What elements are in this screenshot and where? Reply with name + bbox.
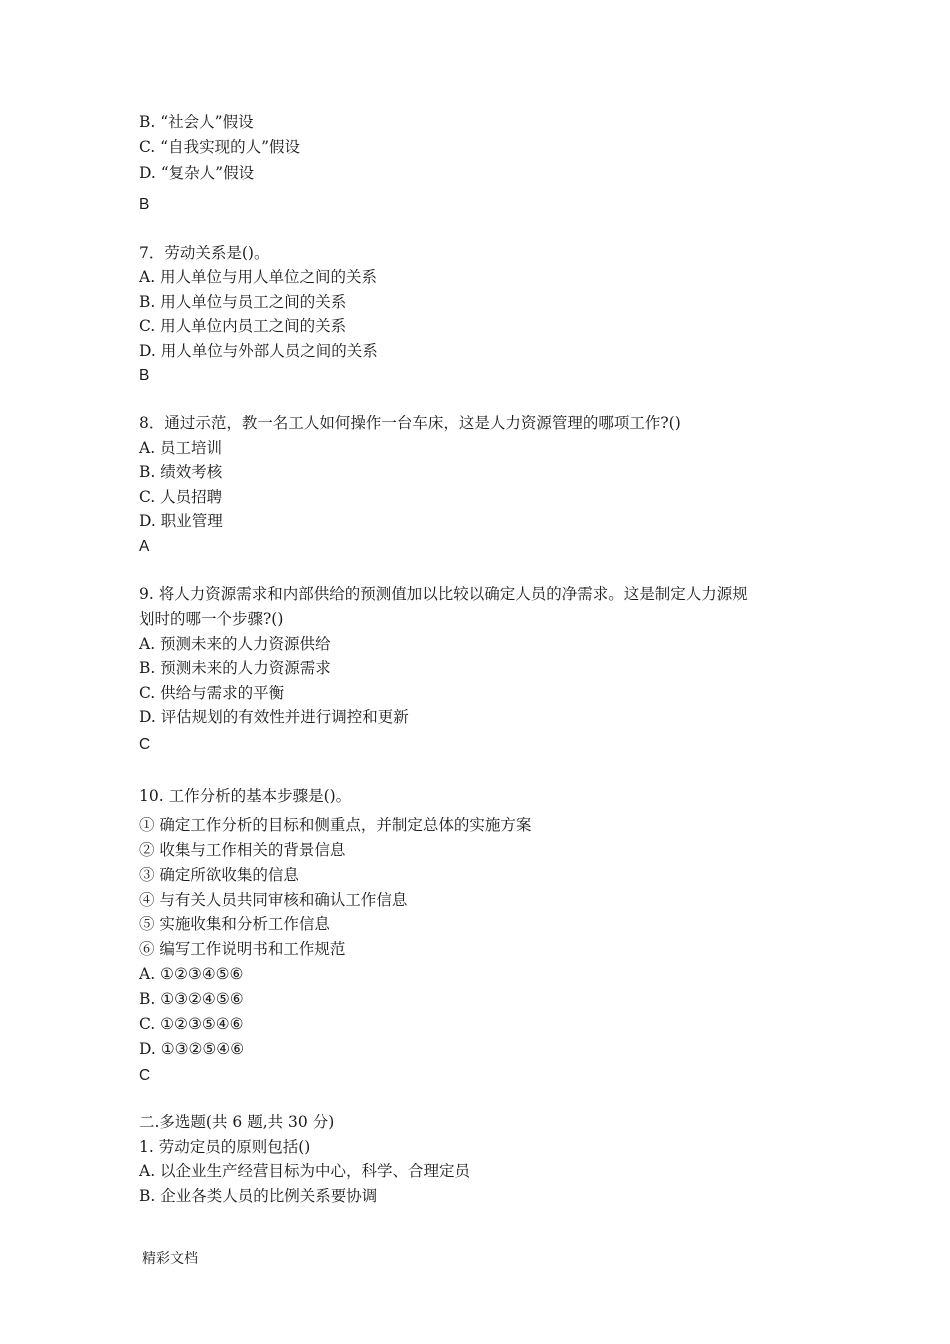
q9-option-c: C. 供给与需求的平衡 xyxy=(139,684,285,702)
q9-option-a: A. 预测未来的人力资源供给 xyxy=(139,635,331,653)
q7-answer: B xyxy=(139,367,150,384)
q10-step-2: ② 收集与工作相关的背景信息 xyxy=(139,841,346,859)
q9-option-b: B. 预测未来的人力资源需求 xyxy=(139,659,331,677)
q7-option-d: D. 用人单位与外部人员之间的关系 xyxy=(139,342,378,360)
q10-step-3: ③ 确定所欲收集的信息 xyxy=(139,866,299,884)
q8-option-b: B. 绩效考核 xyxy=(139,463,223,481)
q10-option-c: C. ①②③⑤④⑥ xyxy=(139,1015,244,1033)
q7-option-c: C. 用人单位内员工之间的关系 xyxy=(139,317,347,335)
q9-stem-line2: 划时的哪一个步骤?() xyxy=(139,610,284,628)
q10-answer: C xyxy=(139,1067,151,1084)
q6-option-d: D. “复杂人”假设 xyxy=(139,164,255,182)
q6-answer: B xyxy=(139,196,150,213)
s2-q1-option-b: B. 企业各类人员的比例关系要协调 xyxy=(139,1187,378,1205)
q10-step-1: ① 确定工作分析的目标和侧重点，并制定总体的实施方案 xyxy=(139,816,532,834)
q9-option-d: D. 评估规划的有效性并进行调控和更新 xyxy=(139,708,409,726)
q10-option-a: A. ①②③④⑤⑥ xyxy=(139,965,244,983)
q10-step-5: ⑤ 实施收集和分析工作信息 xyxy=(139,915,330,933)
q10-option-b: B. ①③②④⑤⑥ xyxy=(139,990,244,1008)
q8-option-a: A. 员工培训 xyxy=(139,439,223,457)
q8-answer: A xyxy=(139,538,150,555)
s2-q1-stem: 1. 劳动定员的原则包括() xyxy=(139,1138,311,1156)
q7-stem: 7．劳动关系是()。 xyxy=(139,244,270,262)
q10-stem: 10. 工作分析的基本步骤是()。 xyxy=(139,787,352,805)
q6-option-c: C. “自我实现的人”假设 xyxy=(139,138,301,156)
q7-option-a: A. 用人单位与用人单位之间的关系 xyxy=(139,268,378,286)
section2-heading: 二.多选题(共 6 题,共 30 分) xyxy=(139,1113,335,1131)
q8-option-c: C. 人员招聘 xyxy=(139,488,223,506)
s2-q1-option-a: A. 以企业生产经营目标为中心，科学、合理定员 xyxy=(139,1162,471,1180)
page-footer: 精彩文档 xyxy=(142,1251,198,1267)
q9-stem-line1: 9. 将人力资源需求和内部供给的预测值加以比较以确定人员的净需求。这是制定人力源规 xyxy=(139,585,748,603)
q6-option-b: B. “社会人”假设 xyxy=(139,113,254,131)
q10-option-d: D. ①③②⑤④⑥ xyxy=(139,1040,245,1058)
q9-answer: C xyxy=(139,736,151,753)
q8-stem: 8．通过示范，教一名工人如何操作一台车床，这是人力资源管理的哪项工作?() xyxy=(139,414,681,432)
q10-step-4: ④ 与有关人员共同审核和确认工作信息 xyxy=(139,891,408,909)
q10-step-6: ⑥ 编写工作说明书和工作规范 xyxy=(139,940,346,958)
q7-option-b: B. 用人单位与员工之间的关系 xyxy=(139,293,347,311)
q8-option-d: D. 职业管理 xyxy=(139,512,223,530)
